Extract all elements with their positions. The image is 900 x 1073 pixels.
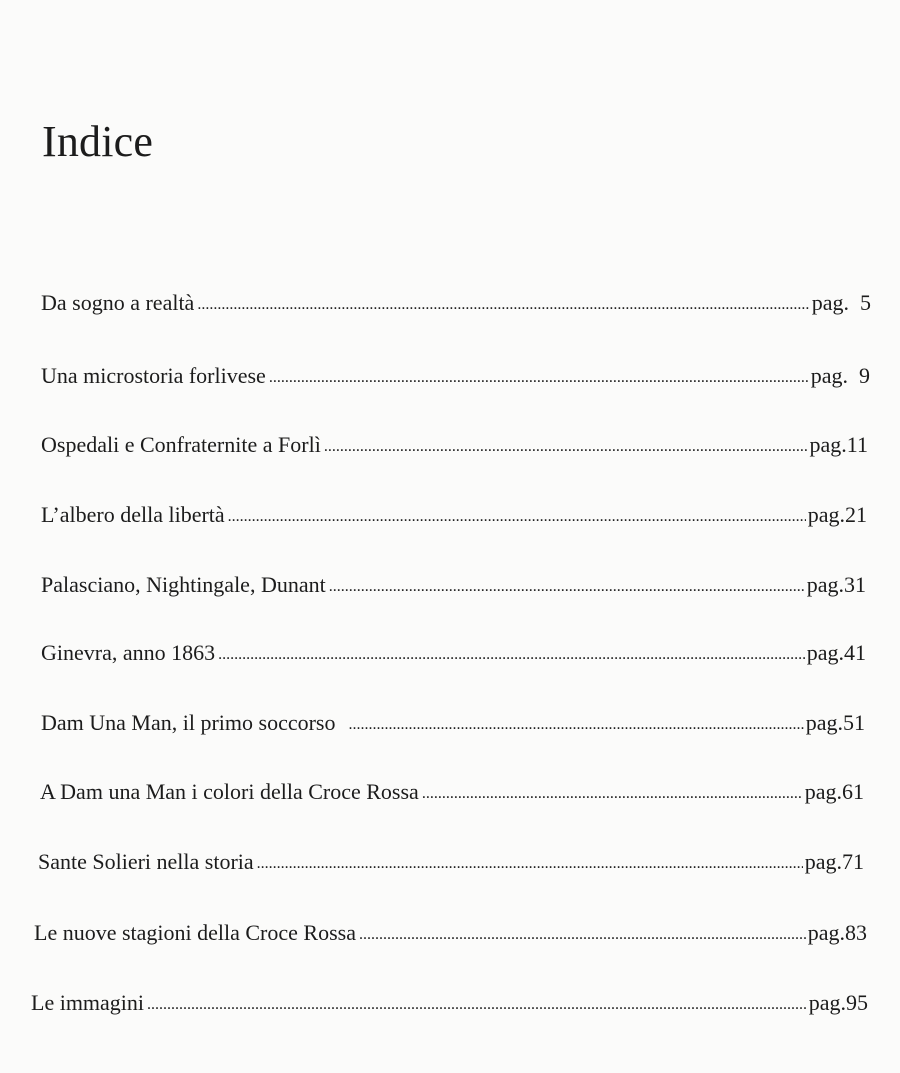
toc-entry [41,361,870,394]
toc-entry-title: Sante Solieri nella storia [38,849,254,874]
toc-entry-title: Da sogno a realtà [41,290,195,315]
toc-entry-title: Dam Una Man, il primo soccorso [41,710,336,735]
toc-entry-title: Una microstoria forlivese [41,363,266,388]
toc-entry-page: pag.71 [804,849,864,874]
toc-entry-title: Ospedali e Confraternite a Forlì [41,432,321,457]
toc-entry [41,500,867,533]
toc-entry [41,288,871,321]
toc-entry [41,430,868,463]
toc-entry [38,847,864,880]
toc-entry [40,777,864,810]
toc-entry-title: Le immagini [31,990,145,1015]
toc-entry-page: pag.95 [808,990,868,1015]
dot-leader [329,569,805,602]
toc-entry-title: Ginevra, anno 1863 [41,640,216,665]
dot-leader [269,360,809,393]
dot-leader [324,429,808,462]
toc-entry-page: pag.31 [806,572,866,597]
toc-entry-page: pag.83 [807,920,867,945]
toc-entry [41,570,866,603]
toc-entry-title: Palasciano, Nightingale, Dunant [41,572,326,597]
dot-leader [257,846,803,879]
page-title: Indice [42,117,154,166]
dot-leader [359,917,806,950]
toc-entry [31,988,868,1021]
toc-entry-page: pag.11 [809,432,868,457]
toc-entry-page: pag.51 [805,710,865,735]
dot-leader [218,637,805,670]
toc-entry-page: pag. 9 [810,363,870,388]
toc-entry-title: Le nuove stagioni della Croce Rossa [34,920,356,945]
toc-entry-title: A Dam una Man i colori della Croce Rossa [40,779,419,804]
toc-entry-page: pag.21 [807,502,867,527]
dot-leader [228,499,806,532]
toc-entry [41,708,865,741]
toc-entry-page: pag.61 [804,779,864,804]
dot-leader [422,776,803,809]
toc-entry [34,918,867,951]
toc-entry-title: L’albero della libertà [41,502,225,527]
dot-leader [349,707,804,740]
dot-leader [147,987,807,1020]
toc-entry-page: pag. 5 [811,290,871,315]
toc-entry [41,638,866,671]
dot-leader [197,287,809,320]
toc-entry-page: pag.41 [806,640,866,665]
